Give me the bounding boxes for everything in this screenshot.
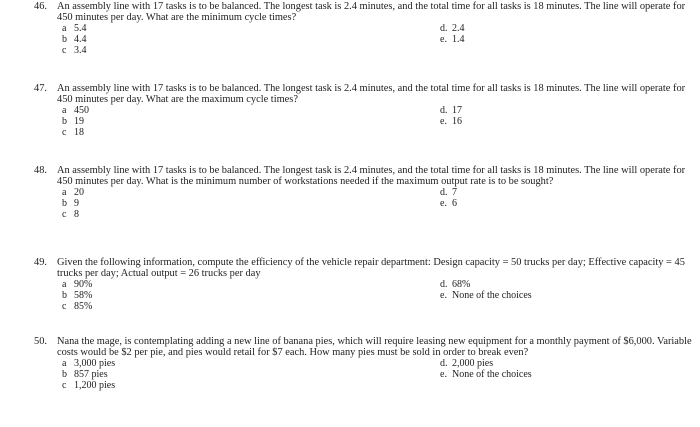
option-e[interactable]: e. 6 [440, 198, 457, 209]
option-c[interactable]: c 18 [62, 127, 84, 138]
option-e[interactable]: e. None of the choices [440, 369, 532, 380]
option-d[interactable]: d. 2.4 [440, 23, 465, 34]
options [62, 23, 694, 56]
question-number: 49. [34, 257, 47, 268]
option-a[interactable]: a 5.4 [62, 23, 87, 34]
question-49 [34, 258, 694, 312]
option-e[interactable]: e. 16 [440, 116, 462, 127]
option-b[interactable]: b 19 [62, 116, 84, 127]
option-a[interactable]: a 450 [62, 105, 89, 116]
options [62, 358, 694, 391]
option-d[interactable]: d. 2,000 pies [440, 358, 494, 369]
option-a[interactable]: a 3,000 pies [62, 358, 116, 369]
option-e[interactable]: e. 1.4 [440, 34, 465, 45]
option-a[interactable]: a 20 [62, 187, 84, 198]
option-d[interactable]: d. 17 [440, 105, 462, 116]
question-50 [34, 337, 694, 391]
options [62, 279, 694, 312]
question-stem: 47. An assembly line with 17 tasks is to be balanced. The longest task is 2.4 minutes, and the total time for all tasks is 18 minutes. The line will operate for 450 minutes per day. What are the maximum cycle times? [34, 83, 686, 105]
option-d[interactable]: d. 7 [440, 187, 457, 198]
question-48 [34, 166, 694, 220]
option-d[interactable]: d. 68% [440, 279, 471, 290]
question-46 [34, 2, 694, 56]
option-e[interactable]: e. None of the choices [440, 290, 532, 301]
question-stem: 46. An assembly line with 17 tasks is to be balanced. The longest task is 2.4 minutes, and the total time for all tasks is 18 minutes. The line will operate for 450 minutes per day. What are the minimum cycle times? [34, 1, 686, 23]
options [62, 187, 694, 220]
question-stem: 49. Given the following information, compute the efficiency of the vehicle repair department: Design capacity = 50 trucks per day; Effective capacity = 45 trucks per day; Actual output = 26 trucks per day [34, 257, 685, 279]
option-b[interactable]: b 857 pies [62, 369, 108, 380]
question-47 [34, 84, 694, 138]
option-c[interactable]: c 8 [62, 209, 79, 220]
options [62, 105, 694, 138]
question-stem: 50. Nana the mage, is contemplating adding a new line of banana pies, which will require leasing new equipment for a monthly payment of $6,000. Variable costs would be $2 per pie, and pies would retail for $7 each. How many pies must be sold in order to break even? [34, 336, 692, 358]
option-b[interactable]: b 4.4 [62, 34, 87, 45]
question-number: 50. [34, 336, 47, 347]
option-c[interactable]: c 3.4 [62, 45, 87, 56]
option-a[interactable]: a 90% [62, 279, 93, 290]
option-b[interactable]: b 58% [62, 290, 93, 301]
question-number: 48. [34, 165, 47, 176]
option-b[interactable]: b 9 [62, 198, 79, 209]
option-c[interactable]: c 1,200 pies [62, 380, 116, 391]
question-stem: 48. An assembly line with 17 tasks is to be balanced. The longest task is 2.4 minutes, and the total time for all tasks is 18 minutes. The line will operate for 450 minutes per day. What is the minimum number of workstations needed if the maximum output rate is to be sought? [34, 165, 686, 187]
option-c[interactable]: c 85% [62, 301, 93, 312]
question-number: 46. [34, 1, 47, 12]
question-number: 47. [34, 83, 47, 94]
